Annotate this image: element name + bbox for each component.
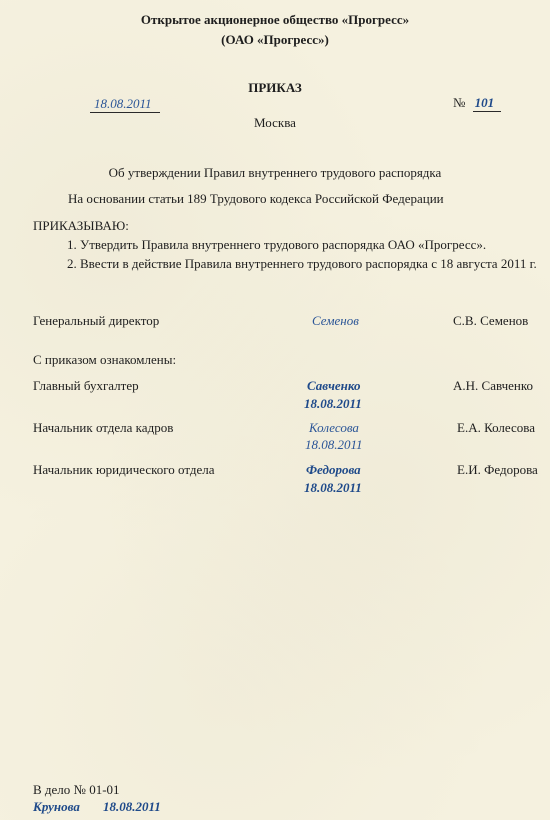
order-number-prefix: № (453, 95, 466, 110)
order-basis: На основании статьи 189 Трудового кодекса Российской Федерации (68, 191, 444, 206)
ack-date: 18.08.2011 (304, 480, 362, 495)
order-city: Москва (254, 115, 296, 130)
ack-name: А.Н. Савченко (453, 378, 534, 393)
footer-signature: Крунова (33, 799, 80, 814)
director-name: С.В. Семенов (453, 313, 529, 328)
file-note: В дело № 01-01 (33, 782, 120, 797)
org-short-name: (ОАО «Прогресс») (221, 32, 329, 47)
ack-position: Начальник юридического отдела (33, 462, 215, 477)
order-subject: Об утверждении Правил внутреннего трудового распорядка (108, 165, 442, 180)
acknowledged-heading: С приказом ознакомлены: (33, 352, 177, 367)
org-full-name: Открытое акционерное общество «Прогресс» (140, 12, 410, 27)
order-date-field (90, 95, 160, 113)
ack-name: Е.А. Колесова (457, 420, 536, 435)
order-item-2: 2. Ввести в действие Правила внутреннего трудового распорядка с 18 августа 2011 г. (67, 256, 537, 271)
ack-signature: Федорова (306, 462, 361, 477)
ack-position: Главный бухгалтер (33, 378, 139, 393)
order-number-field (453, 95, 501, 112)
order-item-1: 1. Утвердить Правила внутреннего трудового распорядка ОАО «Прогресс». (67, 237, 487, 252)
director-position: Генеральный директор (33, 313, 160, 328)
order-directive: ПРИКАЗЫВАЮ: (33, 218, 129, 233)
ack-signature: Колесова (309, 420, 359, 435)
ack-signature: Савченко (307, 378, 361, 393)
order-date: 18.08.2011 (90, 96, 160, 113)
footer-date: 18.08.2011 (103, 799, 161, 814)
order-number: 101 (473, 95, 501, 112)
ack-name: Е.И. Федорова (457, 462, 538, 477)
order-title: ПРИКАЗ (248, 80, 302, 95)
director-signature: Семенов (312, 313, 359, 328)
ack-position: Начальник отдела кадров (33, 420, 174, 435)
ack-date: 18.08.2011 (304, 396, 362, 411)
ack-date: 18.08.2011 (305, 437, 363, 452)
